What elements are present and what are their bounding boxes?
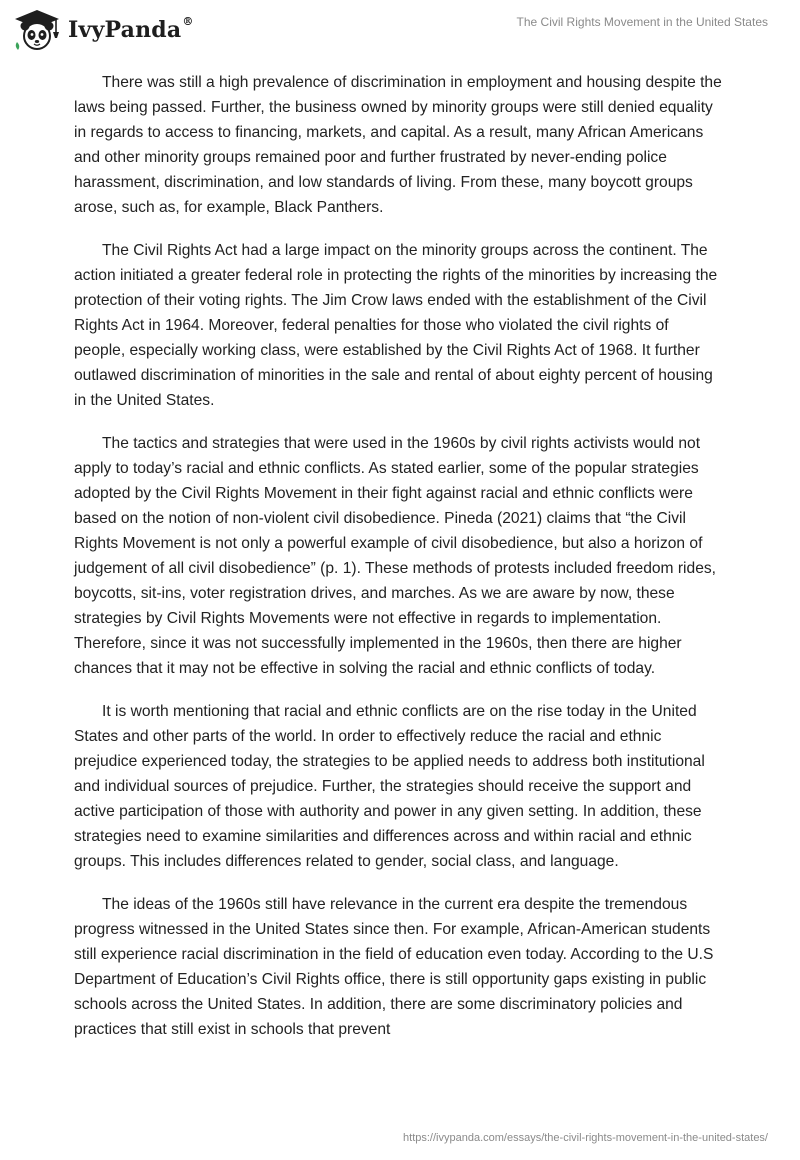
paragraph: There was still a high prevalence of discrimination in employment and housing despite the laws being passed. Further, the business owned by minority groups were still denied equality in regards to access to financing, markets, and capital. As a result, many African Americans and other minority groups remained poor and further frustrated by never-ending police harassment, discrimination, and low standards of living. From these, many boycott groups arose, such as, for example, Black Panthers. [74, 74, 722, 216]
essay-body [74, 70, 724, 1060]
page-header [0, 0, 800, 60]
panda-graduate-icon [12, 8, 62, 52]
source-url[interactable]: https://ivypanda.com/essays/the-civil-rights-movement-in-the-united-states/ [403, 1132, 768, 1144]
paragraph: The Civil Rights Act had a large impact on the minority groups across the continent. The action initiated a greater federal role in protecting the rights of the minorities by increasing the protection of their voting rights. The Jim Crow laws ended with the establishment of the Civil Rights Act in 1964. Moreover, federal penalties for those who violated the civil rights of people, especially working class, were established by the Civil Rights Act of 1968. It further outlawed discrimination of minorities in the sale and rental of about eighty percent of housing in the United States. [74, 242, 718, 409]
paragraph: The ideas of the 1960s still have relevance in the current era despite the tremendous progress witnessed in the United States since then. For example, African-American students still experience racial discrimination in the field of education even today. According to the U.S Department of Education’s Civil Rights office, there is still opportunity gaps existing in public schools across the United States. In addition, there are some discriminatory policies and practices that still exist in schools that prevent [74, 896, 714, 1038]
paragraph: The tactics and strategies that were used in the 1960s by civil rights activists would not apply to today’s racial and ethnic conflicts. As stated earlier, some of the popular strategies adopted by the Civil Rights Movement in their fight against racial and ethnic conflicts were based on the notion of non-violent civil disobedience. Pineda (2021) claims that “the Civil Rights Movement is not only a powerful example of civil disobedience, but also a horizon of judgement of all civil disobedience” (p. 1). These methods of protests included freedom rides, boycotts, sit-ins, voter registration drives, and marches. As we are aware by now, these strategies by Civil Rights Movements were not effective in regards to implementation. Therefore, since it was not successfully implemented in the 1960s, then there are higher chances that it may not be effective in solving the racial and ethnic conflicts of today. [74, 435, 716, 677]
paragraph: It is worth mentioning that racial and ethnic conflicts are on the rise today in the United States and other parts of the world. In order to effectively reduce the racial and ethnic prejudice experienced today, the strategies to be applied needs to address both institutional and individual sources of prejudice. Further, the strategies should receive the support and active participation of those with authority and power in any given setting. In addition, these strategies need to examine similarities and differences across and within racial and ethnic groups. This includes differences related to gender, social class, and language. [74, 703, 705, 870]
brand-name: IvyPanda® [68, 15, 194, 43]
document-title: The Civil Rights Movement in the United States [516, 15, 768, 29]
brand-logo[interactable] [12, 8, 194, 52]
